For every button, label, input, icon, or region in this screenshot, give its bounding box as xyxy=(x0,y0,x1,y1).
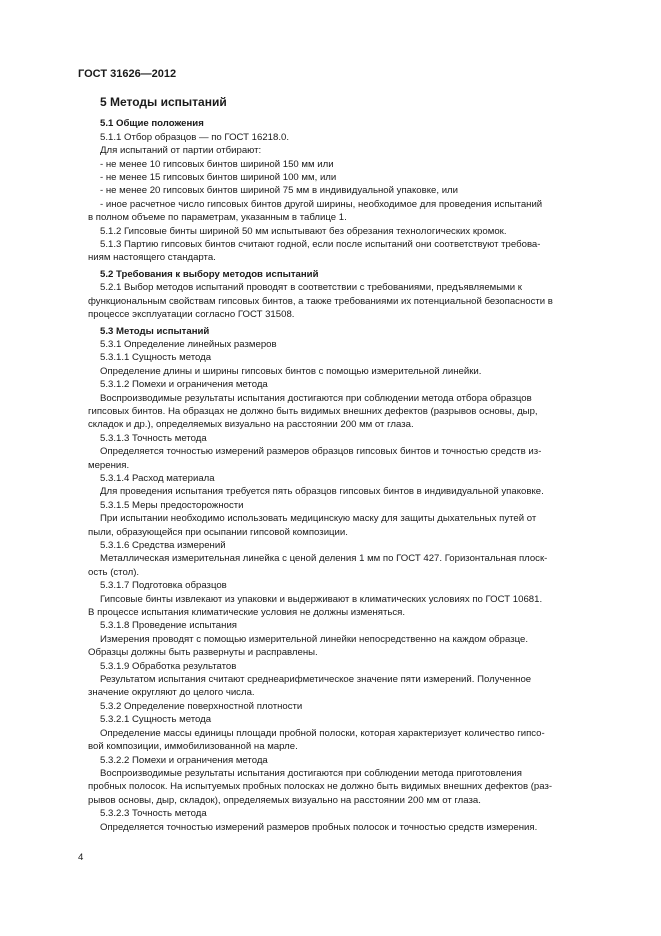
text-line: Определяется точностью измерений размеров пробных полосок и точностью средств измерения. xyxy=(100,821,538,833)
page-header: ГОСТ 31626—2012 xyxy=(78,68,177,80)
text-line: ость (стол). xyxy=(88,566,140,578)
text-line: ниям настоящего стандарта. xyxy=(88,252,216,264)
text-line: пыли, образующейся при осыпании гипсовой композиции. xyxy=(88,526,348,538)
text-line: При испытании необходимо использовать медицинскую маску для защиты дыхательных путей от xyxy=(100,513,537,525)
list-item: - не менее 15 гипсовых бинтов шириной 100 мм, или xyxy=(100,172,337,184)
text-line: 5.1.1 Отбор образцов — по ГОСТ 16218.0. xyxy=(100,131,290,143)
text-line: 5.3.1.7 Подготовка образцов xyxy=(100,580,227,592)
text-line: Воспроизводимые результаты испытания достигаются при соблюдении метода приготовления xyxy=(100,767,522,779)
subsection-heading: 5.2 Требования к выбору методов испытаний xyxy=(100,268,319,280)
text-line: Для проведения испытания требуется пять образцов гипсовых бинтов в индивидуальной упаковке. xyxy=(100,486,544,498)
text-line: в полном объеме по параметрам, указанным в таблице 1. xyxy=(88,212,347,224)
text-body xyxy=(88,117,614,834)
subsection-heading: 5.3 Методы испытаний xyxy=(100,325,210,337)
text-line: Результатом испытания считают среднеарифметическое значение пяти измерений. Полученное xyxy=(100,674,532,686)
text-line: Определение длины и ширины гипсовых бинтов с помощью измерительной линейки. xyxy=(100,365,482,377)
list-item: - иное расчетное число гипсовых бинтов другой ширины, необходимое для проведения испытаний xyxy=(100,198,543,210)
text-line: 5.3.1.2 Помехи и ограничения метода xyxy=(100,379,268,391)
section-title: 5 Методы испытаний xyxy=(100,95,227,109)
text-line: В процессе испытания климатические условия не должны изменяться. xyxy=(88,607,406,619)
text-line: 5.3.1.4 Расход материала xyxy=(100,472,215,484)
text-line: Измерения проводят с помощью измерительной линейки непосредственно на каждом образце. xyxy=(100,633,529,645)
text-line: функциональным свойствам гипсовых бинтов, а также требованиями их потенциальной безопасности в xyxy=(88,295,553,307)
text-line: рывов основы, дыр, складок), определяемых визуально на расстоянии 200 мм от глаза. xyxy=(88,794,481,806)
text-line: складок и др.), определяемых визуально на расстоянии 200 мм от глаза. xyxy=(88,419,414,431)
text-line: Гипсовые бинты извлекают из упаковки и выдерживают в климатических условиях по ГОСТ 10681. xyxy=(100,593,543,605)
text-line: Металлическая измерительная линейка с ценой деления 1 мм по ГОСТ 427. Горизонтальная плоск- xyxy=(100,553,548,565)
page-content xyxy=(88,96,614,834)
text-line: мерения. xyxy=(88,459,130,471)
text-line: Определяется точностью измерений размеров образцов гипсовых бинтов и точностью средств из- xyxy=(100,446,542,458)
text-line: 5.3.1 Определение линейных размеров xyxy=(100,338,277,350)
text-line: 5.3.1.9 Обработка результатов xyxy=(100,660,237,672)
text-line: Образцы должны быть развернуты и расправлены. xyxy=(88,647,318,659)
text-line: Воспроизводимые результаты испытания достигаются при соблюдении метода отбора образцов xyxy=(100,392,532,404)
text-line: Определение массы единицы площади пробной полоски, которая характеризует количество гипсо- xyxy=(100,727,545,739)
text-line: 5.3.1.1 Сущность метода xyxy=(100,352,212,364)
text-line: 5.1.3 Партию гипсовых бинтов считают годной, если после испытаний они соответствуют требова- xyxy=(100,239,541,251)
text-line: 5.3.2 Определение поверхностной плотности xyxy=(100,700,303,712)
text-line: Для испытаний от партии отбирают: xyxy=(100,145,262,157)
list-item: - не менее 10 гипсовых бинтов шириной 150 мм или xyxy=(100,158,334,170)
text-line: процессе эксплуатации согласно ГОСТ 31508. xyxy=(88,309,295,321)
text-line: вой композиции, иммобилизованной на марле. xyxy=(88,741,298,753)
subsection-heading: 5.1 Общие положения xyxy=(100,118,204,130)
text-line: 5.1.2 Гипсовые бинты шириной 50 мм испытывают без обрезания технологических кромок. xyxy=(100,225,507,237)
text-line: 5.3.1.6 Средства измерений xyxy=(100,540,226,551)
text-line: 5.2.1 Выбор методов испытаний проводят в соответствии с требованиями, предъявляемыми к xyxy=(100,282,522,294)
list-item: - не менее 20 гипсовых бинтов шириной 75 мм в индивидуальной упаковке, или xyxy=(100,185,459,197)
text-line: 5.3.1.8 Проведение испытания xyxy=(100,620,237,632)
text-line: 5.3.1.3 Точность метода xyxy=(100,432,207,444)
text-line: 5.3.2.3 Точность метода xyxy=(100,808,207,820)
page-number: 4 xyxy=(78,852,84,863)
text-line: гипсовых бинтов. На образцах не должно быть видимых внешних дефектов (разрывов основы, дыр, xyxy=(88,405,538,417)
text-line: 5.3.1.5 Меры предосторожности xyxy=(100,499,244,511)
text-line: значение округляют до целого числа. xyxy=(88,687,255,699)
text-line: 5.3.2.1 Сущность метода xyxy=(100,714,212,726)
text-line: пробных полосок. На испытуемых пробных полосках не должно быть видимых внешних дефектов (раз- xyxy=(88,781,553,793)
text-line: 5.3.2.2 Помехи и ограничения метода xyxy=(100,754,268,766)
